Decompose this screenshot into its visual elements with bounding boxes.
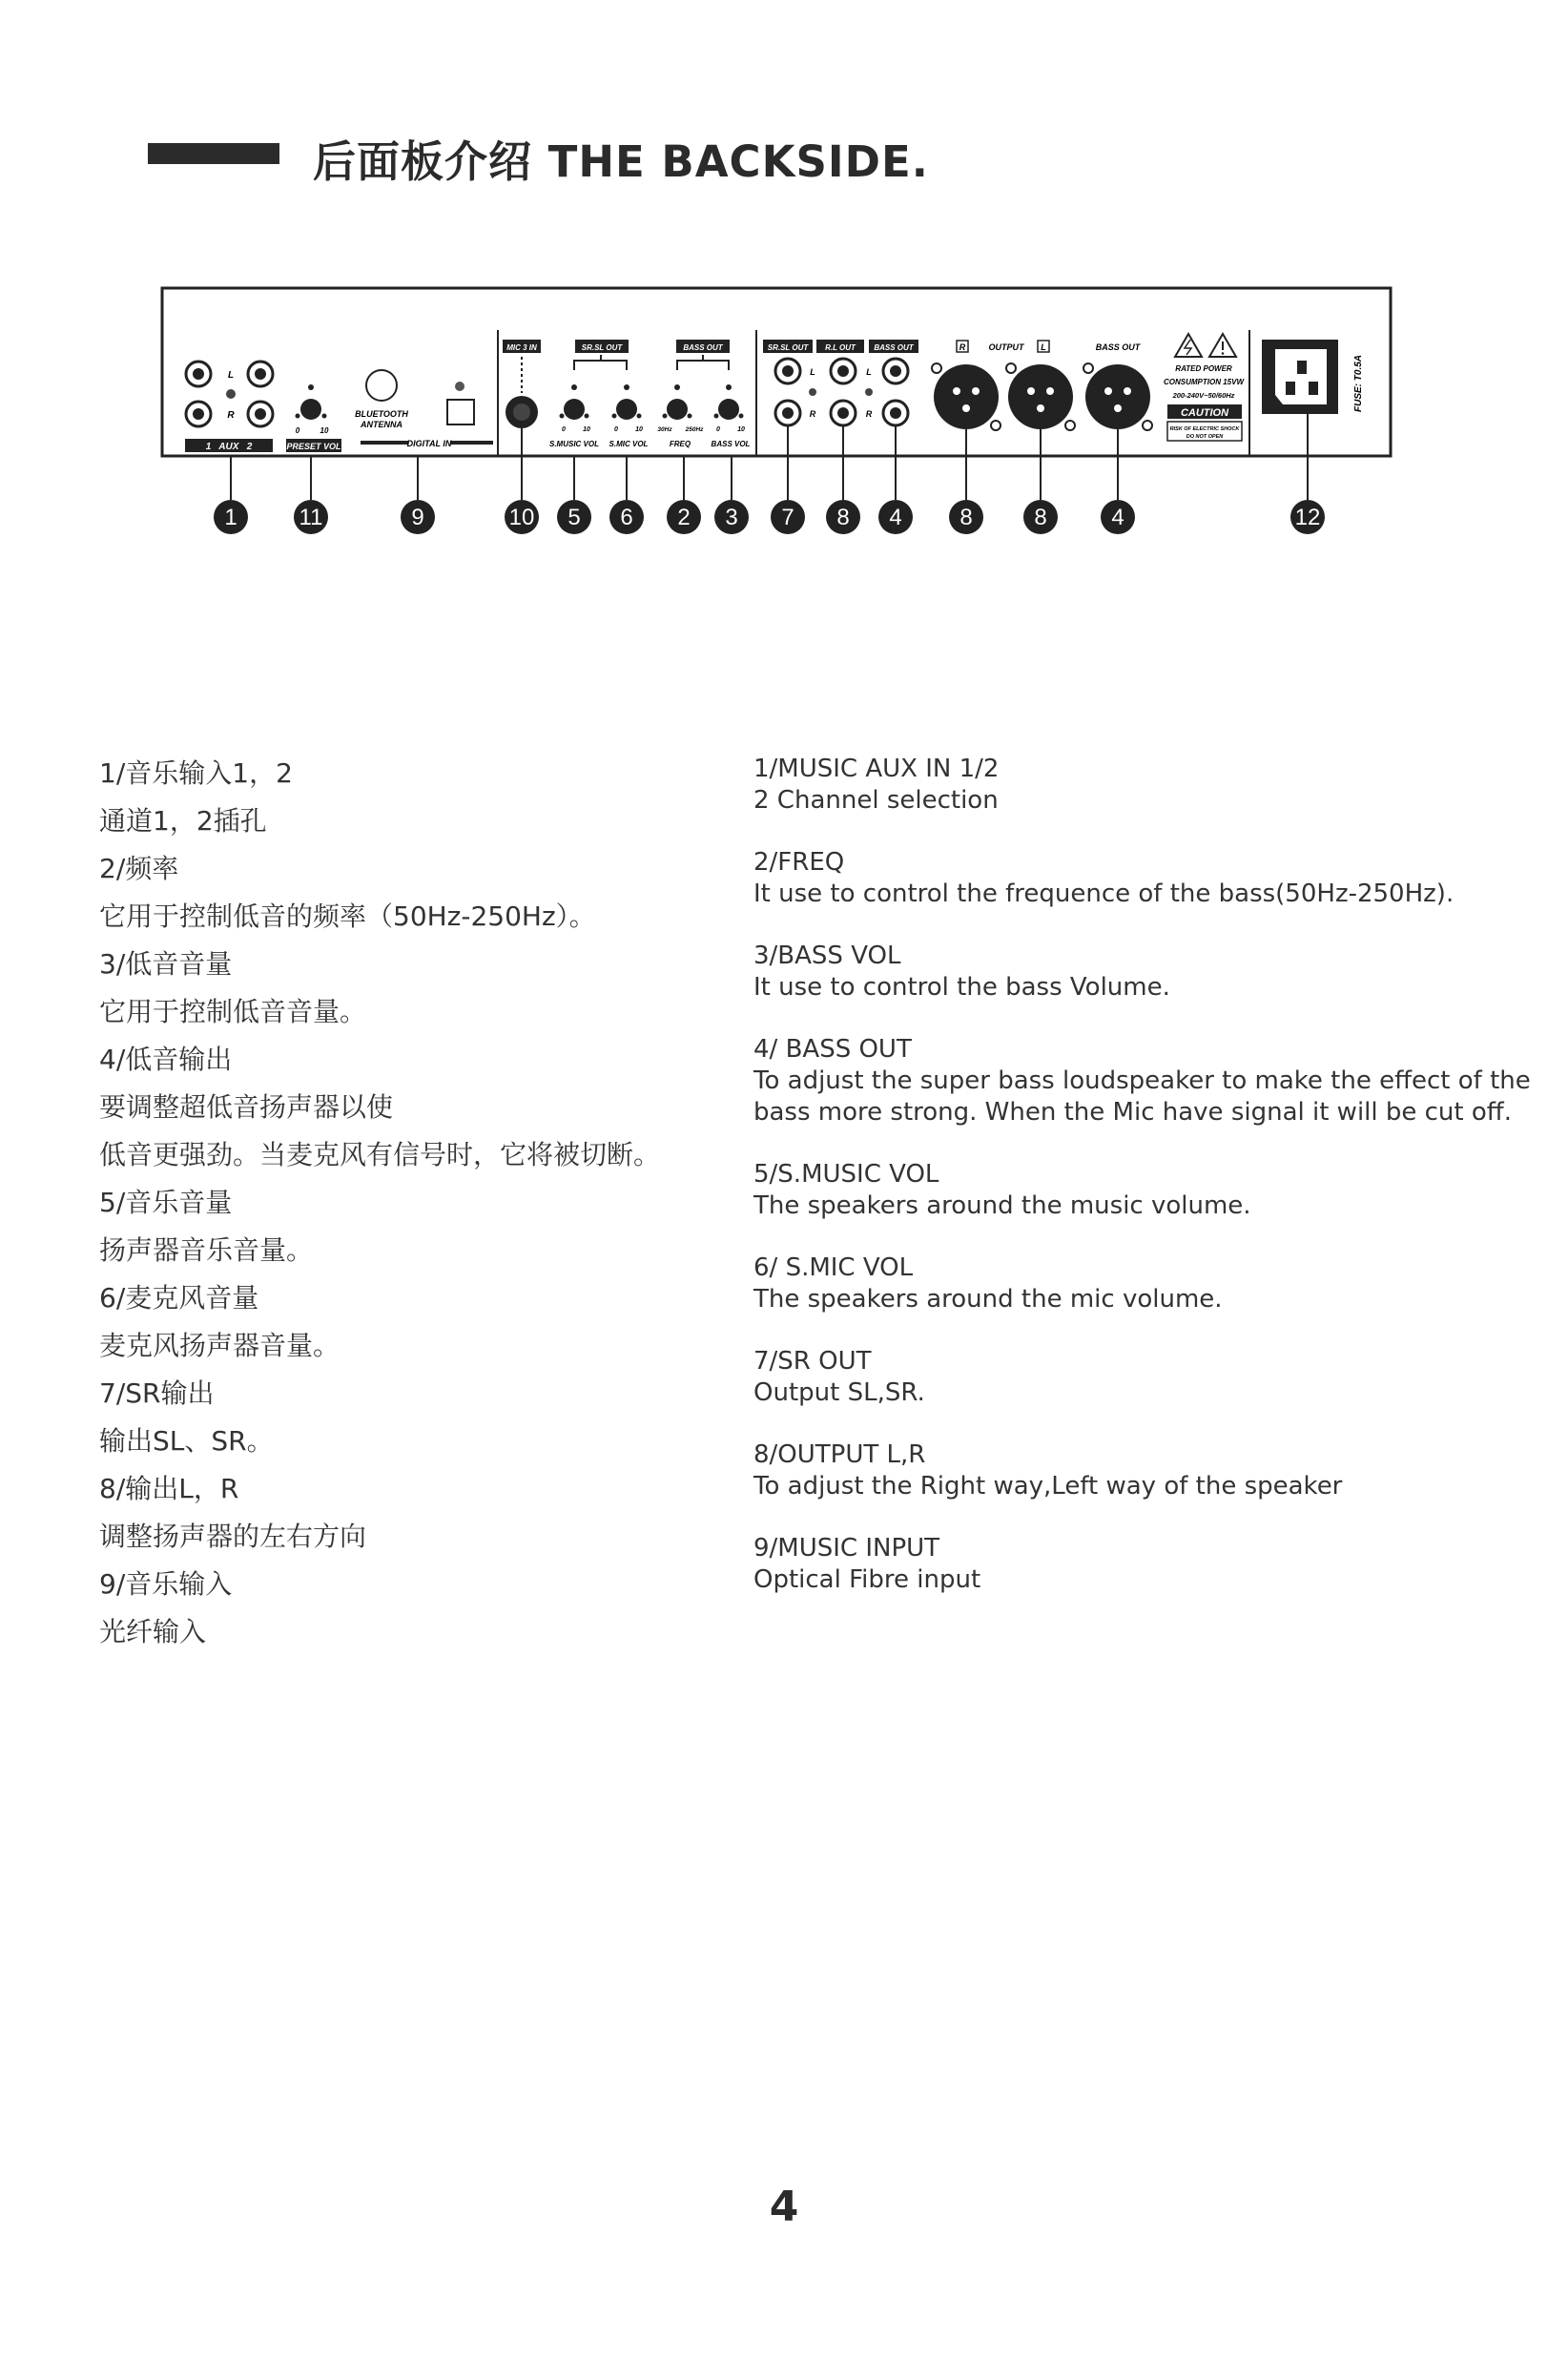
consumption: CONSUMPTION 15VW xyxy=(1163,378,1245,386)
bass-out-rca-label: BASS OUT xyxy=(874,343,914,352)
callout-11 xyxy=(294,500,328,534)
en-body: The speakers around the mic volume. xyxy=(753,1285,1223,1314)
callout-number: 1 xyxy=(224,505,237,530)
aux-r-label: R xyxy=(227,410,235,421)
preset-max: 10 xyxy=(320,426,329,435)
preset-min: 0 xyxy=(295,426,300,435)
cn-line: 通道1，2插孔 xyxy=(99,805,267,837)
en-item xyxy=(753,1252,1536,1315)
cn-line: 4/低音输出 xyxy=(99,1044,233,1075)
callout-number: 8 xyxy=(1034,505,1047,530)
cn-line: 7/SR输出 xyxy=(99,1377,215,1409)
callout-number: 10 xyxy=(508,505,535,530)
en-body: The speakers around the music volume. xyxy=(753,1191,1251,1220)
callout-number: 5 xyxy=(567,505,581,530)
en-body: It use to control the frequence of the bass(50Hz-250Hz). xyxy=(753,880,1455,908)
power-socket-inner xyxy=(1275,349,1327,404)
cn-line: 9/音乐输入 xyxy=(99,1568,233,1600)
en-title: 6/ S.MIC VOL xyxy=(753,1253,914,1282)
cn-line: 6/麦克风音量 xyxy=(99,1282,259,1314)
bass-out-xlr-label: BASS OUT xyxy=(1095,342,1141,352)
callout-8c xyxy=(1023,500,1058,534)
knob-min: 0 xyxy=(614,426,618,433)
knob-dot xyxy=(714,414,719,419)
en-item xyxy=(753,1034,1536,1128)
en-item xyxy=(753,1533,1536,1596)
callout-8 xyxy=(826,500,860,534)
rated-power: RATED POWER xyxy=(1175,364,1232,373)
output-label: OUTPUT xyxy=(988,342,1024,352)
en-item xyxy=(753,847,1536,910)
knob-dot xyxy=(624,384,629,390)
callout-5 xyxy=(557,500,591,534)
smusic-vol-knob xyxy=(564,399,585,420)
en-title: 1/MUSIC AUX IN 1/2 xyxy=(753,755,1000,783)
en-item xyxy=(753,941,1536,1004)
callout-6 xyxy=(609,500,644,534)
callout-number: 4 xyxy=(1111,505,1124,530)
aux-label: 1 AUX 2 xyxy=(205,442,253,452)
smic-vol-knob xyxy=(616,399,637,420)
rl-out-label: R.L OUT xyxy=(825,343,856,352)
rear-panel-diagram xyxy=(153,279,1393,546)
output-l-label: L xyxy=(1041,342,1046,352)
knob-dot xyxy=(585,414,589,419)
fuse-label: FUSE: T0.5A xyxy=(1353,354,1364,413)
callout-10 xyxy=(505,500,539,534)
xlr-output-r xyxy=(932,363,1001,430)
srsl-top-label: SR.SL OUT xyxy=(581,343,623,352)
en-body: To adjust the super bass loudspeaker to make the effect of the bass more strong. When the Mic have signal it will be cut off. xyxy=(753,1066,1531,1127)
freq-max: 250Hz xyxy=(685,426,704,433)
antenna-label: ANTENNA xyxy=(361,420,402,429)
screw-icon xyxy=(455,382,464,391)
knob-max: 10 xyxy=(635,426,643,433)
knob-dot xyxy=(571,384,577,390)
cn-line: 3/低音音量 xyxy=(99,948,233,980)
xlr-bass-out xyxy=(1083,363,1152,430)
smusic-vol-label: S.MUSIC VOL xyxy=(548,440,600,448)
cn-line: 调整扬声器的左右方向 xyxy=(99,1521,367,1552)
callout-number: 8 xyxy=(836,505,850,530)
callout-number: 9 xyxy=(411,505,424,530)
en-item xyxy=(753,754,1536,817)
rca-l-label: L xyxy=(810,367,815,377)
callout-4 xyxy=(878,500,913,534)
cn-line: 低音更强劲。当麦克风有信号时，它将被切断。 xyxy=(99,1139,661,1170)
risk-label: RISK OF ELECTRIC SHOCK xyxy=(1169,426,1240,432)
callout-number: 6 xyxy=(620,505,633,530)
knob-dot xyxy=(296,414,300,419)
knob-dot xyxy=(308,384,314,390)
cn-line: 8/输出L，R xyxy=(99,1473,239,1504)
voltage: 200-240V~50/60Hz xyxy=(1172,391,1235,400)
cn-line: 5/音乐音量 xyxy=(99,1187,233,1218)
bracket-line xyxy=(677,355,729,370)
aux-l-label: L xyxy=(227,370,235,381)
cn-line: 1/音乐输入1，2 xyxy=(99,757,293,789)
callout-9 xyxy=(401,500,435,534)
rca-r-label: R xyxy=(865,409,873,419)
en-body: To adjust the Right way,Left way of the speaker xyxy=(753,1472,1343,1501)
callout-number: 4 xyxy=(889,505,902,530)
en-item xyxy=(753,1346,1536,1409)
callout-8b xyxy=(949,500,983,534)
knob-dot xyxy=(637,414,642,419)
digital-in-line xyxy=(450,441,493,445)
knob-dot xyxy=(322,414,327,419)
knob-dot xyxy=(663,414,668,419)
caution-label: CAUTION xyxy=(1180,407,1229,419)
callout-2 xyxy=(667,500,701,534)
do-not-open-label: DO NOT OPEN xyxy=(1186,434,1224,440)
en-body: 2 Channel selection xyxy=(753,786,999,815)
digital-in-line xyxy=(361,441,408,445)
knob-max: 10 xyxy=(583,426,590,433)
rear-panel-svg xyxy=(153,279,1393,546)
freq-min: 30Hz xyxy=(657,426,672,433)
cn-line: 光纤输入 xyxy=(99,1616,207,1647)
en-item xyxy=(753,1159,1536,1222)
srsl-out-label: SR.SL OUT xyxy=(767,343,809,352)
knob-min: 0 xyxy=(562,426,566,433)
callout-number: 11 xyxy=(299,505,323,530)
preset-vol-label: PRESET VOL xyxy=(286,442,341,451)
english-description xyxy=(753,754,1536,1626)
knob-dot xyxy=(688,414,692,419)
knob-dot xyxy=(560,414,565,419)
en-title: 8/OUTPUT L,R xyxy=(753,1440,926,1469)
knob-dot xyxy=(674,384,680,390)
rca-l-label: L xyxy=(866,367,872,377)
output-r-label: R xyxy=(959,342,966,352)
page-title: 后面板介绍 THE BACKSIDE. xyxy=(313,136,929,187)
cn-line: 输出SL、SR。 xyxy=(99,1425,274,1457)
cn-line: 2/频率 xyxy=(99,853,179,884)
rca-r-label: R xyxy=(809,409,816,419)
callout-number: 2 xyxy=(677,505,691,530)
callout-3 xyxy=(714,500,749,534)
en-body: Output SL,SR. xyxy=(753,1378,925,1407)
cn-line: 它用于控制低音音量。 xyxy=(99,996,367,1027)
knob-dot xyxy=(739,414,744,419)
freq-knob xyxy=(667,399,688,420)
knob-max: 10 xyxy=(737,426,745,433)
page-number: 4 xyxy=(769,2183,799,2231)
en-title: 5/S.MUSIC VOL xyxy=(753,1160,939,1189)
bluetooth-label: BLUETOOTH xyxy=(355,409,408,419)
freq-label: FREQ xyxy=(669,440,691,448)
xlr-output-l xyxy=(1006,363,1075,430)
callout-number: 7 xyxy=(781,505,794,530)
callout-number: 12 xyxy=(1294,505,1321,530)
en-title: 9/MUSIC INPUT xyxy=(753,1534,940,1563)
callout-4b xyxy=(1101,500,1135,534)
mic3-jack-core xyxy=(513,404,530,421)
cn-line: 它用于控制低音的频率（50Hz-250Hz）。 xyxy=(99,901,596,932)
en-body: It use to control the bass Volume. xyxy=(753,973,1170,1002)
chinese-description xyxy=(99,750,729,1656)
en-item xyxy=(753,1439,1536,1502)
cn-line: 扬声器音乐音量。 xyxy=(99,1234,314,1266)
callout-12 xyxy=(1290,500,1325,534)
knob-dot xyxy=(726,384,732,390)
callout-7 xyxy=(771,500,805,534)
callout-1 xyxy=(214,500,248,534)
en-title: 2/FREQ xyxy=(753,848,845,877)
en-title: 3/BASS VOL xyxy=(753,942,901,970)
knob-min: 0 xyxy=(716,426,720,433)
header-bar xyxy=(148,143,279,164)
optical-input-port xyxy=(447,400,474,424)
digital-in-label: DIGITAL IN xyxy=(406,439,452,448)
en-body: Optical Fibre input xyxy=(753,1565,981,1594)
smic-vol-label: S.MIC VOL xyxy=(609,440,649,448)
bass-top-label: BASS OUT xyxy=(683,343,723,352)
preset-vol-knob xyxy=(300,399,321,420)
bass-vol-knob xyxy=(718,399,739,420)
cn-line: 麦克风扬声器音量。 xyxy=(99,1330,340,1361)
en-title: 7/SR OUT xyxy=(753,1347,872,1376)
callout-number: 3 xyxy=(725,505,738,530)
cn-line: 要调整超低音扬声器以使 xyxy=(99,1091,394,1123)
en-title: 4/ BASS OUT xyxy=(753,1035,912,1064)
knob-dot xyxy=(612,414,617,419)
bass-vol-label: BASS VOL xyxy=(711,440,751,448)
rca-output-jacks xyxy=(775,359,908,425)
bluetooth-antenna-icon xyxy=(366,370,397,401)
bracket-line xyxy=(574,355,627,370)
callout-number: 8 xyxy=(959,505,973,530)
mic3in-label: MIC 3 IN xyxy=(506,343,537,352)
